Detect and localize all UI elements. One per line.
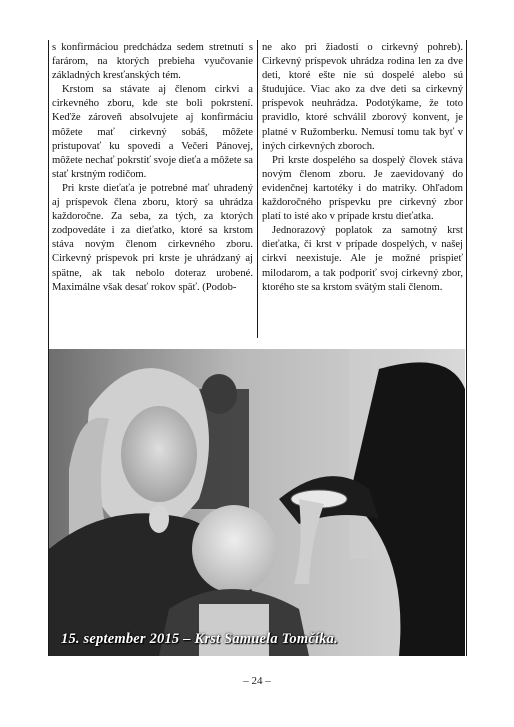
- baptism-photo-illustration: [49, 349, 465, 656]
- photo-caption: 15. september 2015 – Krst Samuela Tomčíka.: [61, 631, 338, 647]
- left-text-column: [52, 41, 253, 295]
- column-divider-rule: [257, 40, 258, 338]
- right-text-column: [262, 41, 463, 295]
- right-border-rule: [466, 40, 467, 656]
- left-paragraph-3: Pri krste dieťaťa je potrebné mať uhradený aj príspevok člena zboru, ktorý sa uhrádza každoročne. Za seba, za tých, za ktorých zodpovedáte i za dieťatko, ktoré sa krstom stáva novým členom cirkevného zboru. Cirkevný príspevok pri krste je uhrádzaný aj spätne, ak tak nebolo doteraz urobené. Maximálne však desať rokov späť. (Podob-: [52, 182, 253, 293]
- left-paragraph-1: s konfirmáciou predchádza sedem stretnutí s farárom, na ktorých prebieha vyučovanie základných kresťanských tém.: [52, 42, 253, 82]
- right-paragraph-2: Pri krste dospelého sa dospelý človek stáva novým členom zboru. Je zaevidovaný do evidenčnej kartotéky i do matriky. Ohľadom každoročného príspevku pre cirkevný zbor platí to isté ako v prípade krstu dieťatka.: [262, 154, 463, 223]
- left-paragraph-2: Krstom sa stávate aj členom cirkvi a cirkevného zboru, kde ste boli pokrstení. Keďže zároveň absolvujete aj konfirmáciu môžete mať cirkevný sobáš, môžete pristupovať ku spovedi a Večeri Pánovej, môžete nechať pokrstiť svoje dieťa a môžete sa stať krstným rodičom.: [52, 84, 253, 180]
- right-paragraph-1: ne ako pri žiadosti o cirkevný pohreb). Cirkevný príspevok uhrádza rodina len za dve deti, ktoré ešte nie sú dospelé alebo sú študujúce. Viac ako za dve deti sa cirkevný príspevok neuhrádza. Podotýkame, že toto pravidlo, ktoré schválil zborový konvent, je platné v Ružomberku. Nemusí tomu tak byť v iných cirkevných zboroch.: [262, 42, 463, 152]
- baptism-photo: [49, 349, 465, 656]
- right-paragraph-3: Jednorazový poplatok za samotný krst dieťatka, či krst v prípade dospelých, v našej cirkvi neexistuje. Ale je možné prispieť milodarom, a tak podporiť svoj cirkevný zbor, ktorého ste sa krstom svätým stali členom.: [262, 225, 463, 293]
- page-number: – 24 –: [243, 675, 271, 687]
